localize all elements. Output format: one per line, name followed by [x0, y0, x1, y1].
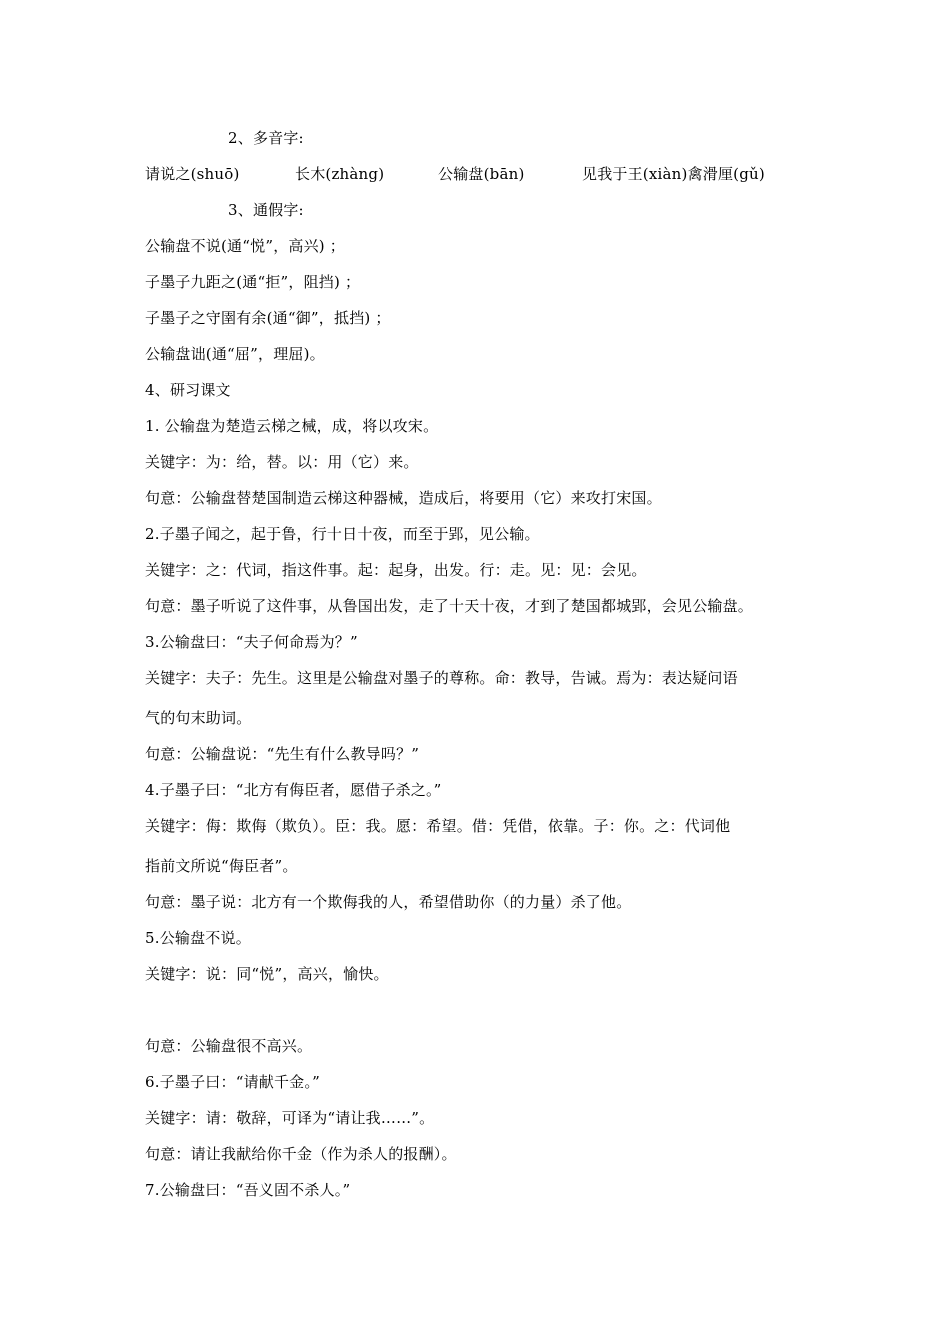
text-line: 关键字：请：敬辞，可译为“请让我……”。 [145, 1109, 435, 1127]
text-line: 句意：墨子说：北方有一个欺侮我的人，希望借助你（的力量）杀了他。 [145, 893, 632, 911]
text-line: 7.公输盘曰：“吾义固不杀人。” [145, 1181, 351, 1199]
text-line: 4.子墨子曰：“北方有侮臣者，愿借子杀之。” [145, 781, 442, 799]
polyphone-item: 请说之(shuō) [145, 165, 240, 183]
tongjia-item: 公输盘诎(通“屈”，理屈)。 [145, 345, 325, 363]
text-line: 关键字：说：同“悦”，高兴，愉快。 [145, 965, 389, 983]
polyphone-item: 见我于王(xiàn)禽滑厘(gǔ) [582, 165, 765, 183]
text-line: 关键字：夫子：先生。这里是公输盘对墨子的尊称。命：教导，告诫。焉为：表达疑问语 [145, 669, 738, 687]
text-line: 句意：公输盘很不高兴。 [145, 1037, 313, 1055]
text-line: 5.公输盘不说。 [145, 929, 251, 947]
text-line: 关键字：之：代词，指这件事。起：起身，出发。行：走。见：见：会见。 [145, 561, 647, 579]
tongjia-item: 公输盘不说(通“悦”，高兴) ； [145, 237, 346, 255]
section-4-heading: 4、研习课文 [145, 381, 231, 399]
section-2-heading: 2、多音字: [228, 129, 304, 147]
section-3-heading: 3、通假字: [228, 201, 304, 219]
text-line: 3.公输盘曰：“夫子何命焉为？” [145, 633, 358, 651]
tongjia-item: 子墨子九距之(通“拒”，阻挡) ； [145, 273, 361, 291]
text-line: 1. 公输盘为楚造云梯之械，成，将以攻宋。 [145, 417, 439, 435]
tongjia-item: 子墨子之守圉有余(通“御”，抵挡) ； [145, 309, 391, 327]
text-line: 关键字：侮：欺侮（欺负）。臣：我。愿：希望。借：凭借，依靠。子：你。之：代词他 [145, 817, 731, 835]
text-line: 气的句末助词。 [145, 709, 252, 727]
polyphone-item: 长木(zhàng) [295, 165, 385, 183]
text-line: 句意：墨子听说了这件事，从鲁国出发，走了十天十夜，才到了楚国都城郢，会见公输盘。 [145, 597, 754, 615]
text-line: 句意：公输盘替楚国制造云梯这种器械，造成后，将要用（它）来攻打宋国。 [145, 489, 662, 507]
text-line: 句意：请让我献给你千金（作为杀人的报酬）。 [145, 1145, 457, 1163]
text-line: 句意：公输盘说：“先生有什么教导吗？” [145, 745, 420, 763]
text-line: 指前文所说“侮臣者”。 [145, 857, 298, 875]
text-line: 2.子墨子闻之，起于鲁，行十日十夜，而至于郢，见公输。 [145, 525, 540, 543]
polyphone-item: 公输盘(bān) [438, 165, 525, 183]
text-line: 6.子墨子曰：“请献千金。” [145, 1073, 320, 1091]
text-line: 关键字：为：给，替。以：用（它）来。 [145, 453, 419, 471]
